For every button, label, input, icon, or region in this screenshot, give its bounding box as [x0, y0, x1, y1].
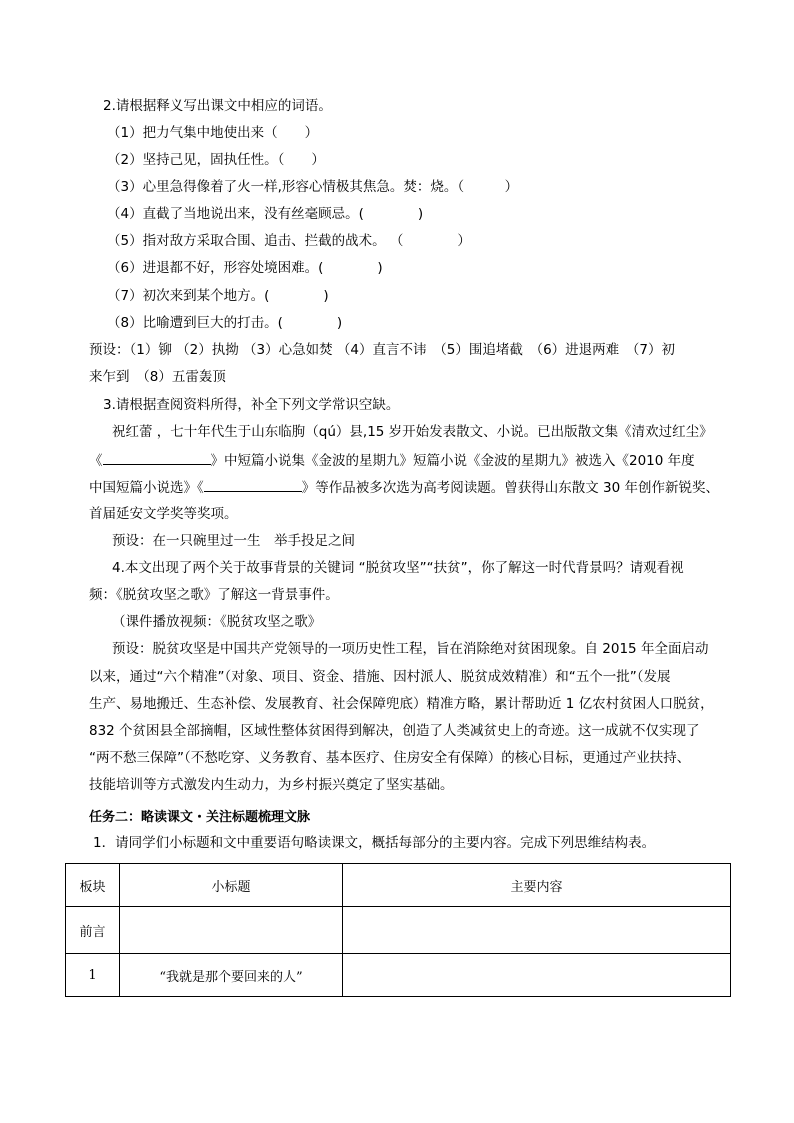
question-2-item: （1）把力气集中地使出来（ ） — [107, 125, 319, 141]
question-4-answer-line: 预设：脱贫攻坚是中国共产党领导的一项历史性工程，旨在消除绝对贫困现象。自 2015 年全面启动 — [112, 641, 709, 657]
video-note: （课件播放视频：《脱贫攻坚之歌》 — [112, 614, 322, 630]
table-row — [66, 954, 731, 997]
question-2-answer-line: 预设：（1）铆 （2）执拗 （3）心急如焚 （4）直言不讳 （5）围追堵截 （6）进退两难 （7）初 — [89, 342, 675, 358]
question-2-item: （2）坚持己见，固执任性。（ ） — [107, 152, 325, 168]
question-4-answer-line: 以来，通过“六个精准”（对象、项目、资金、措施、因村派人、脱贫成效精准）和“五个一批”（发展 — [89, 669, 671, 685]
question-4-text-line: 4.本文出现了两个关于故事背景的关键词 “脱贫攻坚”“扶贫”，你了解这一时代背景吗？请观看视 — [112, 560, 684, 576]
question-2-item: （8）比喻遭到巨大的打击。( ) — [107, 315, 343, 331]
text-fragment: 》中短篇小说集《金波的星期九》短篇小说《金波的星期九》被选入《2010 年度 — [210, 453, 695, 469]
question-4-text-line: 频：《脱贫攻坚之歌》了解这一背景事件。 — [89, 587, 339, 603]
task-2-instruction: 1．请同学们小标题和文中重要语句略读课文，概括每部分的主要内容。完成下列思维结构表。 — [93, 835, 656, 851]
table-cell: “我就是那个要回来的人” — [120, 954, 343, 997]
table-cell: 前言 — [66, 907, 120, 954]
table-cell-input[interactable] — [343, 954, 731, 997]
question-3-text-line — [89, 450, 695, 470]
text-fragment: 》等作品被多次选为高考阅读题。曾获得山东散文 30 年创作新锐奖、 — [301, 480, 720, 496]
fill-blank[interactable] — [204, 477, 302, 492]
mind-map-table — [65, 863, 731, 997]
question-3-text-line — [89, 477, 719, 497]
question-3-title: 3.请根据查阅资料所得，补全下列文学常识空缺。 — [103, 397, 400, 413]
table-header-cell: 板块 — [66, 864, 120, 907]
table-header-row — [66, 864, 731, 907]
question-2-item: （3）心里急得像着了火一样,形容心情极其焦急。焚：烧。（ ） — [107, 179, 519, 195]
question-2-item: （5）指对敌方采取合围、追击、拦截的战术。 （ ） — [107, 233, 471, 249]
question-4-answer-line: 832 个贫困县全部摘帽，区域性整体贫困得到解决，创造了人类减贫史上的奇迹。这一成就不仅实现了 — [89, 723, 700, 739]
table-cell-input[interactable] — [343, 907, 731, 954]
question-2-item: （6）进退都不好，形容处境困难。( ) — [107, 260, 383, 276]
question-4-answer-line: 技能培训等方式激发内生动力，为乡村振兴奠定了坚实基础。 — [89, 777, 454, 793]
fill-blank[interactable] — [103, 450, 211, 465]
table-cell: 1 — [66, 954, 120, 997]
task-2-title: 任务二：略读课文・关注标题梳理文脉 — [89, 810, 311, 825]
question-3-answer: 预设：在一只碗里过一生 举手投足之间 — [112, 533, 355, 549]
question-2-title: 2.请根据释义写出课文中相应的词语。 — [103, 98, 332, 114]
question-2-answer-line: 来乍到 （8）五雷轰顶 — [89, 369, 226, 385]
table-header-cell: 小标题 — [120, 864, 343, 907]
question-3-text-line: 首届延安文学奖等奖项。 — [89, 506, 238, 522]
question-2-item: （4）直截了当地说出来，没有丝毫顾忌。( ) — [107, 206, 424, 222]
question-3-text-line: 祝红蕾 ，七十年代生于山东临朐（qú）县,15 岁开始发表散文、小说。已出版散文集《清欢过红尘》 — [112, 424, 713, 440]
text-fragment: 《 — [89, 453, 103, 469]
question-4-answer-line: 生产、易地搬迁、生态补偿、发展教育、社会保障兜底）精准方略，累计帮助近 1 亿农村贫困人口脱贫， — [89, 696, 714, 712]
table-header-cell: 主要内容 — [343, 864, 731, 907]
text-fragment: 中国短篇小说选》《 — [89, 480, 204, 496]
table-row — [66, 907, 731, 954]
question-4-answer-line: “两不愁三保障”（不愁吃穿、义务教育、基本医疗、住房安全有保障）的核心目标，更通过产业扶持、 — [89, 750, 691, 766]
question-2-item: （7）初次来到某个地方。( ) — [107, 288, 329, 304]
table-cell-input[interactable] — [120, 907, 343, 954]
